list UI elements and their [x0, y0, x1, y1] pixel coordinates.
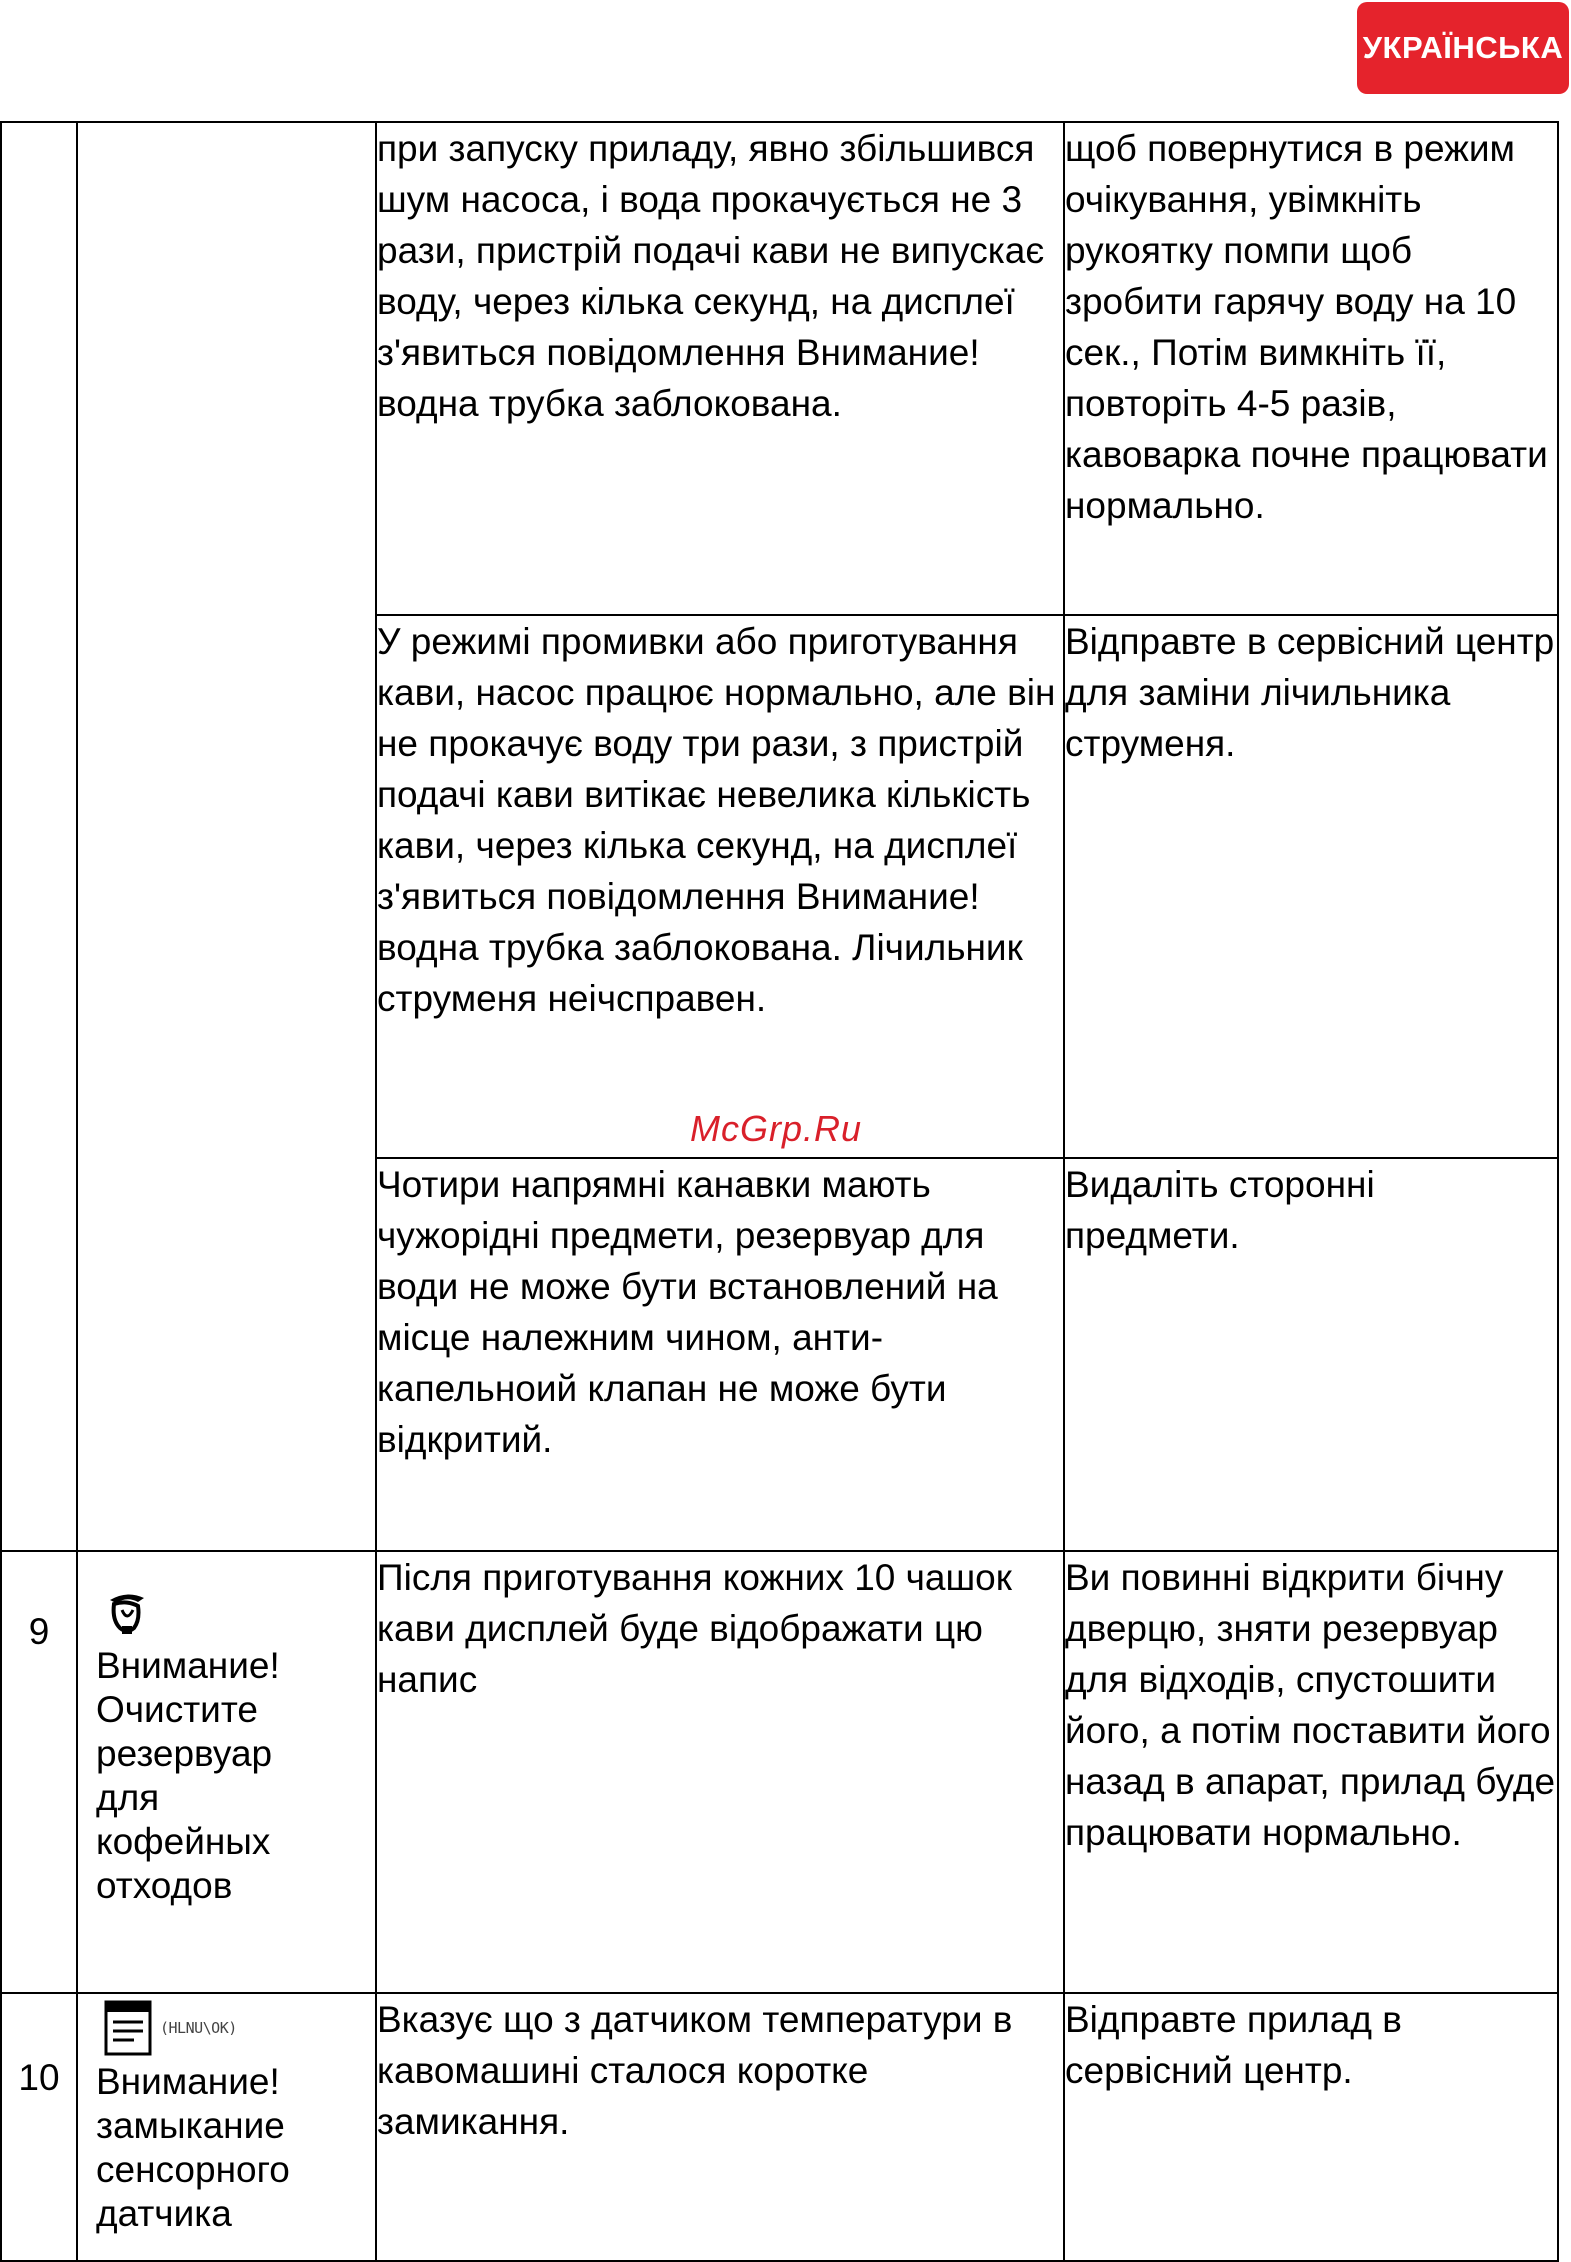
problem-description: Після приготування кожних 10 чашок кави дисплей буде відображати цю напис — [376, 1551, 1064, 1993]
troubleshooting-table — [0, 121, 1559, 2262]
problem-solution: Видаліть сторонні предмети. — [1064, 1158, 1558, 1551]
grounds-container-icon — [78, 1552, 375, 1644]
message-cell — [77, 1993, 376, 2261]
message-cell — [77, 1551, 376, 1993]
row-number-cell: 10 — [1, 1993, 77, 2261]
watermark: McGrp.Ru — [690, 1108, 863, 1149]
display-message: Внимание! Очистите резервуар для кофейных отходов — [96, 1645, 280, 1906]
language-badge: УКРАЇНСЬКА — [1357, 2, 1569, 94]
row-number-cell: 9 — [1, 1551, 77, 1993]
table-row — [1, 1551, 1558, 1993]
message-cell — [77, 122, 376, 1551]
display-panel-icon: (НLNU\OK) — [78, 1994, 375, 2060]
problem-description: У режимі промивки або приготування кави, насос працює нормально, але він не прокачує воду три рази, з пристрій подачі кави витікає невелика кількість кави, через кілька секунд, на дисплеї з'явиться повідомлення Внимание! водна трубка заблокована. Лічильник струменя неічсправен. — [376, 615, 1064, 1158]
problem-solution: Відправте прилад в сервісний центр. — [1064, 1993, 1558, 2261]
table-row — [1, 1993, 1558, 2261]
display-message: Внимание! замыкание сенсорного датчика — [96, 2061, 290, 2234]
row-number-cell — [1, 122, 77, 1551]
problem-solution: Відправте в сервісний центр для заміни лічильника струменя. — [1064, 615, 1558, 1158]
problem-solution: щоб повернутися в режим очікування, увімкніть рукоятку помпи щоб зробити гарячу воду на 10 сек., Потім вимкніть її, повторіть 4-5 разів, кавоварка почне працювати нормально. — [1064, 122, 1558, 615]
table-row — [1, 122, 1558, 615]
problem-description: Вказує що з датчиком температури в кавомашині сталося коротке замикання. — [376, 1993, 1064, 2261]
problem-description: при запуску приладу, явно збільшився шум насоса, і вода прокачується не 3 рази, пристрій подачі кави не випускає воду, через кілька секунд, на дисплеї з'явиться повідомлення Внимание! водна трубка заблокована. — [376, 122, 1064, 615]
problem-description: Чотири напрямні канавки мають чужорідні предмети, резервуар для води не може бути встановлений на місце належним чином, анти-капельноий клапан не може бути відкритий. — [376, 1158, 1064, 1551]
problem-solution: Ви повинні відкрити бічну дверцю, зняти резервуар для відходів, спустошити його, а потім поставити його назад в апарат, прилад буде працювати нормально. — [1064, 1551, 1558, 1993]
